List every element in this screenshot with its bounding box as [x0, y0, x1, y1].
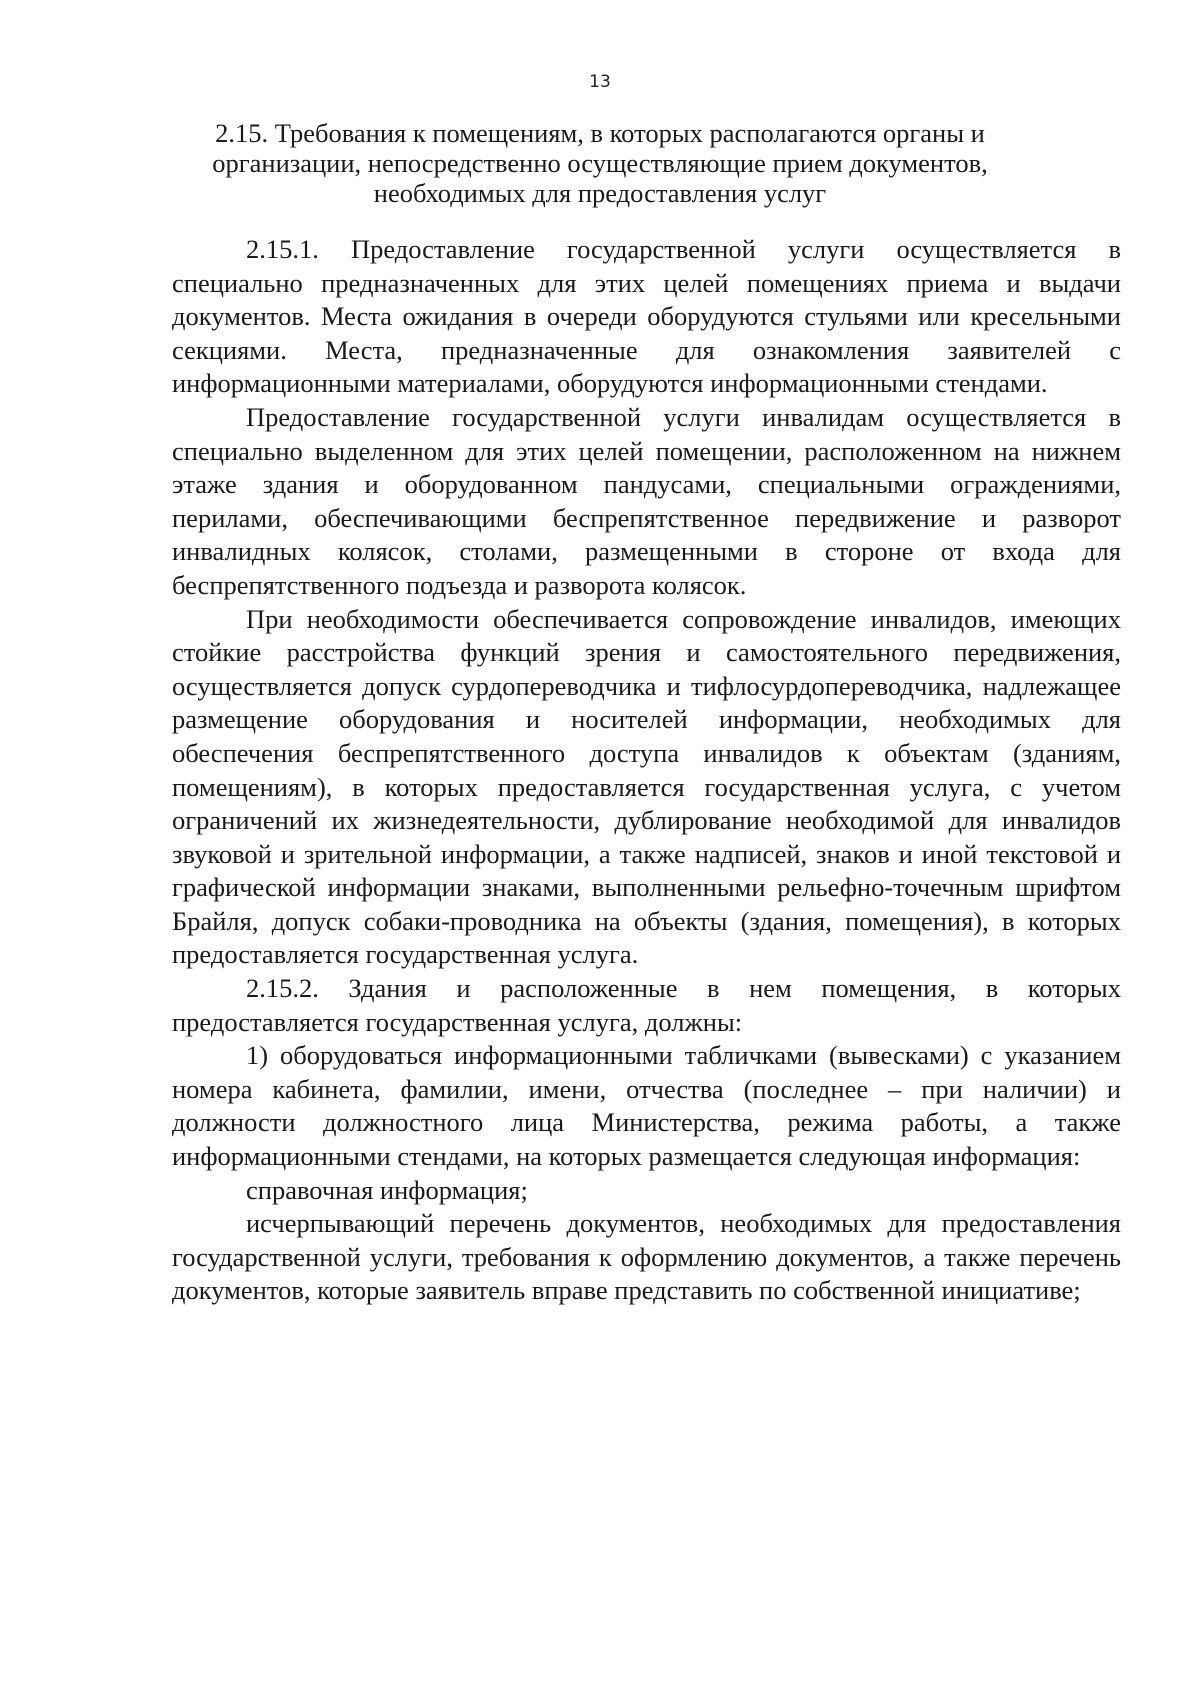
list-item-1: 1) оборудоваться информационными табличками (вывесками) с указанием номера кабинета, фамилии, имени, отчества (последнее – при наличии) и должности должностного лица Министерства, режима работы, а также информационными стендами, на которых размещается следующая информация:	[172, 1040, 1121, 1172]
document-body	[172, 233, 1121, 1308]
list-item-reference-info: справочная информация;	[246, 1174, 528, 1205]
paragraph-disabled-access: Предоставление государственной услуги инвалидам осуществляется в специально выделенном для этих целей помещении, расположенном на нижнем этаже здания и оборудованном пандусами, специальными ограждениями, перилами, обеспечивающими беспрепятственное передвижение и разворот инвалидных колясок, столами, размещенными в стороне от входа для беспрепятственного подъезда и разворота колясок.	[172, 401, 1121, 600]
heading-line: 2.15. Требования к помещениям, в которых располагаются органы и	[215, 118, 985, 148]
heading-line: необходимых для предоставления услуг	[373, 178, 827, 208]
list-item-documents-list: исчерпывающий перечень документов, необходимых для предоставления государственной услуги, требования к оформлению документов, а также перечень документов, которые заявитель вправе представить по собственной инициативе;	[172, 1208, 1121, 1306]
heading-line: организации, непосредственно осуществляющие прием документов,	[212, 148, 988, 178]
paragraph-2-15-2: 2.15.2. Здания и расположенные в нем помещения, в которых предоставляется государственная услуга, должны:	[172, 973, 1121, 1037]
paragraph-accompaniment: При необходимости обеспечивается сопровождение инвалидов, имеющих стойкие расстройства функций зрения и самостоятельного передвижения, осуществляется допуск сурдопереводчика и тифлосурдопереводчика, надлежащее размещение оборудования и носителей информации, необходимых для обеспечения беспрепятственного доступа инвалидов к объектам (зданиям, помещениям), в которых предоставляется государственная услуга, с учетом ограничений их жизнедеятельности, дублирование необходимой для инвалидов звуковой и зрительной информации, а также надписей, знаков и иной текстовой и графической информации знаками, выполненными рельефно-точечным шрифтом Брайля, допуск собаки-проводника на объекты (здания, помещения), в которых предоставляется государственная услуга.	[172, 603, 1121, 970]
section-heading	[175, 118, 1025, 208]
page-number: 13	[589, 72, 611, 92]
paragraph-2-15-1: 2.15.1. Предоставление государственной услуги осуществляется в специально предназначенных для этих целей помещениях приема и выдачи документов. Места ожидания в очереди оборудуются стульями или кресельными секциями. Места, предназначенные для ознакомления заявителей с информационными материалами, оборудуются информационными стендами.	[172, 234, 1121, 399]
